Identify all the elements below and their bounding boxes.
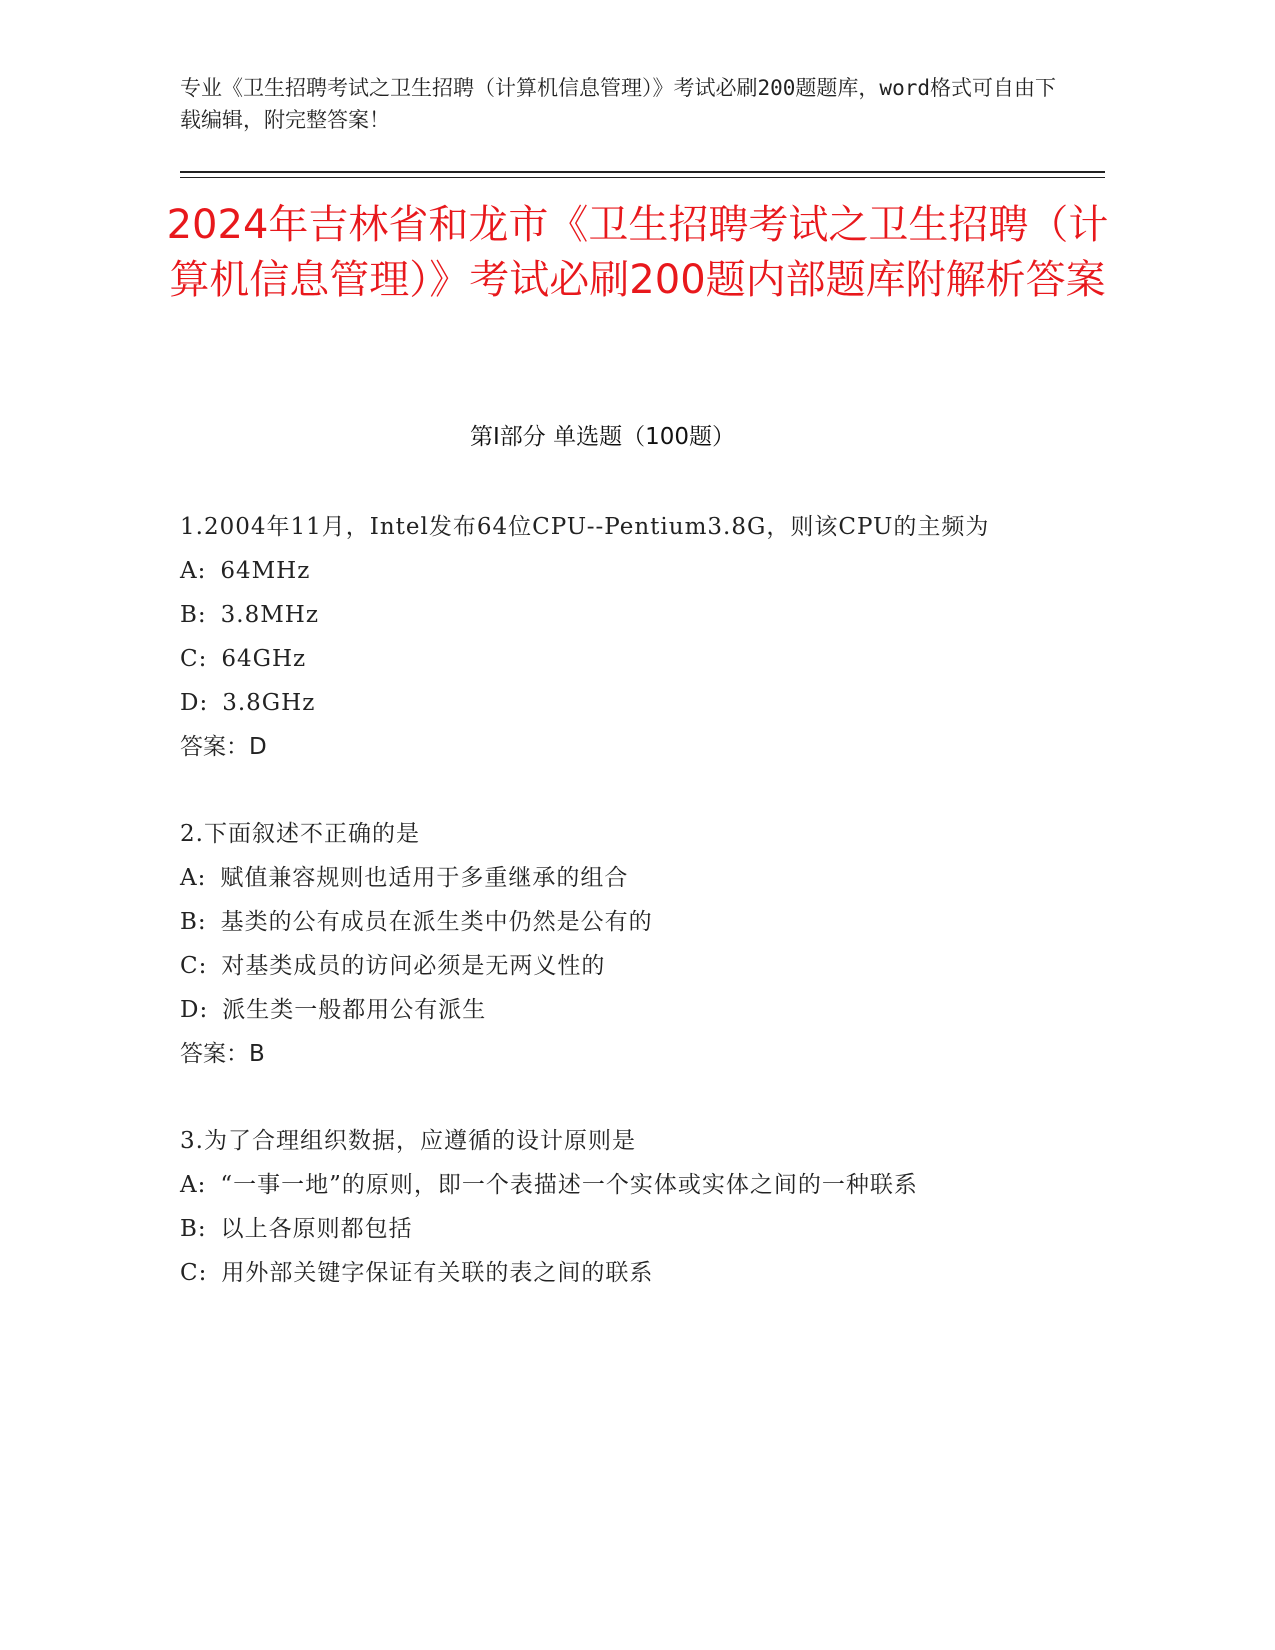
option-b: [180, 593, 1040, 637]
option-text: 64GHz: [221, 646, 307, 672]
option-c: [180, 637, 1040, 681]
option-b: [180, 900, 1040, 944]
option-key: C:: [180, 1260, 208, 1286]
option-key: B:: [180, 602, 207, 628]
answer: 答案：D: [180, 734, 267, 760]
section-title: 第Ⅰ部分 单选题（100题）: [470, 424, 735, 450]
answer: 答案：B: [180, 1041, 265, 1067]
question-stem: 2.下面叙述不正确的是: [180, 821, 420, 847]
option-text: 64MHz: [220, 558, 311, 584]
option-key: B:: [180, 909, 207, 935]
question-stem: 3.为了合理组织数据，应遵循的设计原则是: [180, 1128, 636, 1154]
question-1: [180, 505, 1040, 769]
option-key: C:: [180, 953, 208, 979]
option-key: B:: [180, 1216, 207, 1242]
question-stem: 1.2004年11月，Intel发布64位CPU--Pentium3.8G，则该CPU的主频为: [180, 514, 990, 540]
header-note: 专业《卫生招聘考试之卫生招聘（计算机信息管理）》考试必刷200题题库，word格式可自由下载编辑，附完整答案！: [180, 76, 1056, 132]
option-text: 3.8GHz: [222, 690, 316, 716]
option-b: [180, 1207, 1040, 1251]
option-d: [180, 681, 1040, 725]
option-text: 3.8MHz: [220, 602, 319, 628]
header-divider-thin: [180, 177, 1105, 178]
option-key: C:: [180, 646, 208, 672]
document-title: 2024年吉林省和龙市《卫生招聘考试之卫生招聘（计算机信息管理）》考试必刷200题内部题库附解析答案: [166, 202, 1109, 303]
question-list: [180, 505, 1040, 1338]
header-divider-thick: [180, 171, 1105, 173]
option-key: D:: [180, 690, 209, 716]
option-a: [180, 856, 1040, 900]
option-text: 对基类成员的访问必须是无两义性的: [221, 953, 606, 979]
option-text: 基类的公有成员在派生类中仍然是公有的: [220, 909, 653, 935]
option-text: 用外部关键字保证有关联的表之间的联系: [221, 1260, 654, 1286]
question-2: [180, 812, 1040, 1076]
option-a: [180, 549, 1040, 593]
option-text: 赋值兼容规则也适用于多重继承的组合: [220, 865, 629, 891]
option-c: [180, 1251, 1040, 1295]
option-key: A:: [180, 865, 207, 891]
option-c: [180, 944, 1040, 988]
option-key: A:: [180, 1172, 207, 1198]
option-text: “一事一地”的原则，即一个表描述一个实体或实体之间的一种联系: [220, 1172, 918, 1198]
option-key: D:: [180, 997, 209, 1023]
option-d: [180, 988, 1040, 1032]
option-text: 以上各原则都包括: [220, 1216, 413, 1242]
question-3: [180, 1119, 1040, 1295]
option-key: A:: [180, 558, 207, 584]
option-text: 派生类一般都用公有派生: [222, 997, 487, 1023]
option-a: [180, 1163, 1040, 1207]
